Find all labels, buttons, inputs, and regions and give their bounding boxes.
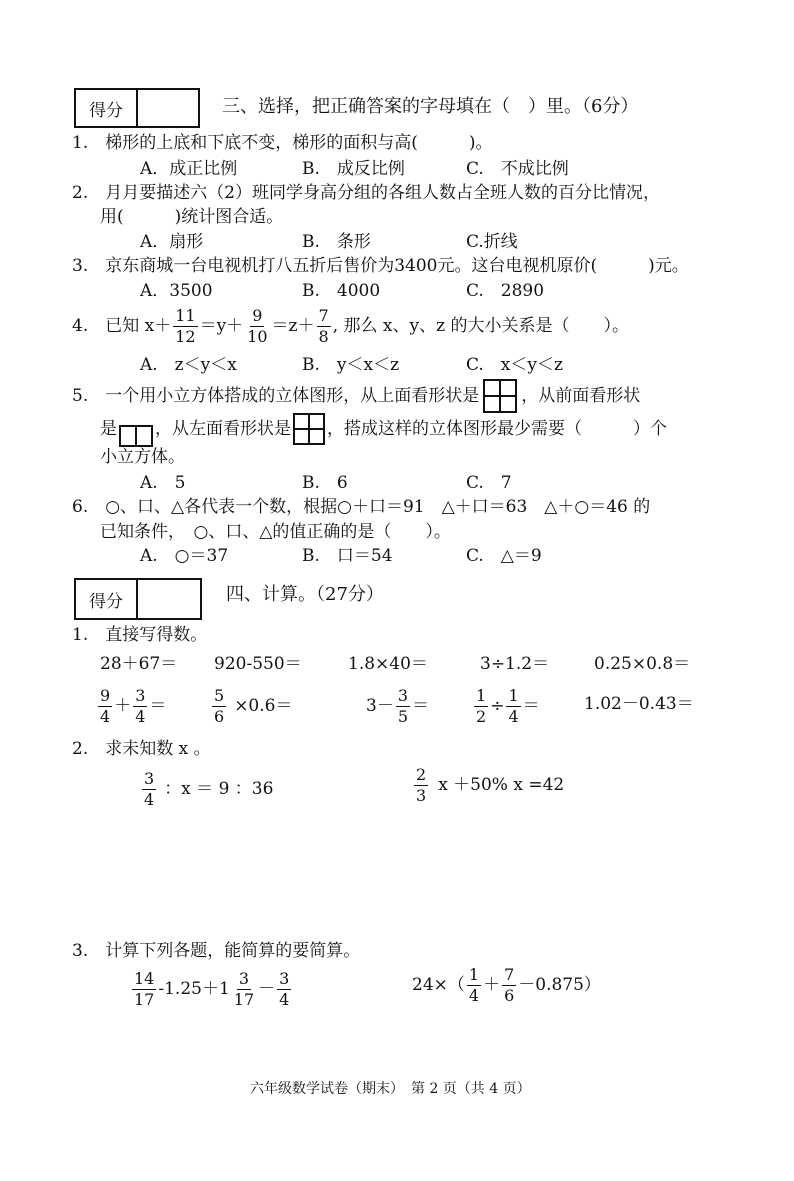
fraction: $\frac{3}{4}$	[279, 968, 290, 1009]
calc-r1-3: 1.8×40＝	[348, 654, 428, 674]
fraction: $\frac{14}{17}$	[134, 968, 155, 1009]
calc-r2-2	[210, 684, 292, 728]
q3-stem: 3. 京东商城一台电视机打八五折后售价为3400元。这台电视机原价( )元。	[72, 256, 689, 276]
section3-title: 三、选择，把正确答案的字母填在（ ）里。（6分）	[222, 96, 639, 117]
calc-r2-4	[472, 684, 540, 728]
q4-fraction-3: $\frac{7}{8}$	[318, 305, 329, 346]
calc-r2-5: 1.02－0.43＝	[584, 694, 694, 714]
simplify-2	[412, 962, 601, 1008]
q2-option-b: B. 条形	[302, 232, 371, 252]
fraction: $\frac{1}{2}$	[476, 685, 487, 726]
fraction: $\frac{1}{4}$	[468, 964, 480, 1005]
operator: ＋	[483, 974, 501, 995]
q5-line2-text-a: 是	[100, 418, 117, 439]
calc-r1-4: 3÷1.2＝	[480, 654, 550, 674]
equals: ＝	[149, 695, 167, 716]
equals: ＝	[522, 695, 540, 716]
q4-option-c: C. x＜y＜z	[466, 355, 563, 375]
left-view-icon	[293, 413, 325, 445]
q4-pre: 4. 已知 x＋	[72, 315, 172, 336]
fraction: $\frac{3}{4}$	[135, 685, 146, 726]
q5-line1	[72, 378, 640, 414]
front-view-icon	[119, 425, 153, 447]
equation-rest: x ＋50% x =42	[438, 774, 565, 795]
calc-r2-1	[96, 684, 166, 728]
calc-r1-2: 920-550＝	[214, 654, 302, 674]
fraction: $\frac{1}{4}$	[508, 685, 519, 726]
expression-post: －0.875）	[518, 974, 601, 995]
q4-mid1: ＝y＋	[199, 315, 244, 336]
section4-title: 四、计算。（27分）	[226, 584, 384, 605]
q2-option-c: C.折线	[466, 232, 518, 252]
equation-rest: ：x ＝ 9 ：36	[164, 778, 274, 799]
page-footer: 六年级数学试卷（期末） 第 2 页（共 4 页）	[250, 1081, 531, 1097]
part1-title: 1. 直接写得数。	[72, 625, 208, 645]
equation-2	[412, 762, 564, 808]
fraction: $\frac{3}{5}$	[397, 685, 409, 726]
fraction: $\frac{5}{6}$	[214, 685, 225, 726]
expression-rest: ×0.6＝	[234, 695, 293, 716]
q5-line1-text-b: ，从前面看形状	[521, 385, 641, 406]
q3-option-a: A．3500	[140, 281, 213, 301]
q4-fraction-2: $\frac{9}{10}$	[247, 305, 268, 346]
fraction: $\frac{9}{4}$	[100, 685, 111, 726]
q6-option-b: B. 口＝54	[302, 546, 393, 566]
q6-option-c: C. △＝9	[466, 546, 542, 566]
fraction: $\frac{3}{17}$	[233, 968, 255, 1009]
score-box-section4	[74, 578, 202, 620]
equals: ＝	[412, 695, 430, 716]
expression-mid: -1.25＋1	[158, 978, 230, 999]
calc-r1-1: 28＋67＝	[100, 654, 178, 674]
q3-option-c: C. 2890	[466, 281, 545, 301]
fraction: $\frac{3}{4}$	[144, 768, 155, 809]
q5-option-a: A. 5	[140, 473, 186, 493]
q2-stem-line2: 用( )统计图合适。	[100, 207, 284, 227]
expression-pre: 24×（	[412, 974, 465, 995]
q4-option-a: A. z＜y＜x	[140, 355, 237, 375]
part2-title: 2. 求未知数 x 。	[72, 739, 211, 759]
q5-option-b: B. 6	[302, 473, 348, 493]
score-blank	[138, 580, 200, 618]
operator: ＋	[114, 695, 132, 716]
score-box-section3	[74, 88, 200, 128]
equation-1	[140, 766, 273, 812]
q3-option-b: B. 4000	[302, 281, 381, 301]
q4-mid2: ＝z＋	[271, 315, 315, 336]
q5-line2	[100, 411, 667, 447]
fraction: $\frac{2}{3}$	[416, 764, 427, 805]
fraction: $\frac{7}{6}$	[504, 964, 515, 1005]
part3-title: 3. 计算下列各题，能简算的要简算。	[72, 941, 361, 961]
score-label: 得分	[76, 580, 138, 618]
calc-r2-3	[366, 684, 429, 728]
q5-line1-text: 5. 一个用小立方体搭成的立体图形，从上面看形状是	[72, 385, 480, 406]
q6-line2: 已知条件， ○、口、△的值正确的是（ ）。	[100, 522, 451, 542]
calc-r1-5: 0.25×0.8＝	[594, 654, 691, 674]
q1-option-b: B. 成反比例	[302, 159, 405, 179]
q5-line3: 小立方体。	[100, 447, 185, 467]
q4-post: , 那么 x、y、z 的大小关系是（ ）。	[332, 315, 629, 336]
operator: －	[258, 978, 276, 999]
q1-option-c: C. 不成比例	[466, 159, 569, 179]
q6-option-a: A. ○＝37	[140, 546, 229, 566]
expression-pre: 3－	[366, 695, 394, 716]
q2-stem: 2. 月月要描述六（2）班同学身高分组的各组人数占全班人数的百分比情况，	[72, 183, 661, 203]
q4-fraction-1: $\frac{11}{12}$	[175, 305, 196, 346]
score-blank	[138, 90, 198, 126]
q5-line2-text-b: ，从左面看形状是	[155, 418, 291, 439]
q1-stem: 1. 梯形的上底和下底不变，梯形的面积与高( )。	[72, 133, 493, 153]
top-view-icon	[483, 379, 517, 413]
score-label: 得分	[76, 90, 138, 126]
q2-option-a: A．扇形	[140, 232, 204, 252]
q1-option-a: A．成正比例	[140, 159, 238, 179]
q4-option-b: B. y＜x＜z	[302, 355, 400, 375]
q4-stem	[72, 306, 629, 346]
q5-line2-text-c: ，搭成这样的立体图形最少需要（ ）个	[327, 418, 667, 439]
simplify-1	[130, 966, 293, 1012]
q6-line1: 6. ○、口、△各代表一个数，根据○＋口＝91 △＋口＝63 △＋○＝46 的	[72, 497, 651, 517]
q5-option-c: C. 7	[466, 473, 512, 493]
operator: ÷	[490, 695, 505, 716]
